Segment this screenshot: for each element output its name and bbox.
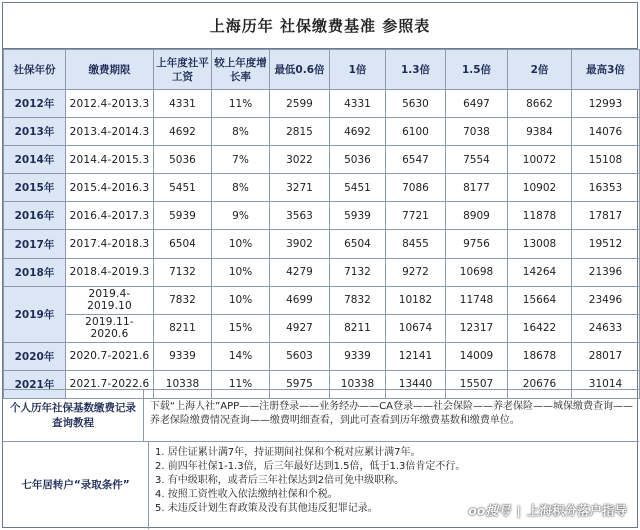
value-cell: 5036 xyxy=(154,146,212,174)
reference-sheet xyxy=(2,2,638,528)
value-cell: 7% xyxy=(212,146,270,174)
value-cell: 15108 xyxy=(572,146,640,174)
value-cell: 24633 xyxy=(572,314,640,342)
period-cell: 2014.4-2015.3 xyxy=(66,146,154,174)
value-cell: 8455 xyxy=(386,230,446,258)
value-cell: 8662 xyxy=(508,90,572,118)
value-cell: 15664 xyxy=(508,286,572,314)
value-cell: 3022 xyxy=(270,146,330,174)
header-period: 缴费期限 xyxy=(66,50,154,90)
watermark xyxy=(468,501,627,519)
value-cell: 9272 xyxy=(386,258,446,286)
period-cell: 2012.4-2013.3 xyxy=(66,90,154,118)
query-content xyxy=(144,390,639,441)
watermark-logo: oo搜号 xyxy=(468,503,511,518)
period-cell: 2015.4-2016.3 xyxy=(66,174,154,202)
value-cell: 21396 xyxy=(572,258,640,286)
table-row xyxy=(4,118,640,146)
value-cell: 5451 xyxy=(154,174,212,202)
year-cell: 2013年 xyxy=(4,118,66,146)
period-cell: 2021.7-2022.6 xyxy=(66,370,154,398)
year-cell: 2015年 xyxy=(4,174,66,202)
value-cell: 16353 xyxy=(572,174,640,202)
value-cell: 9756 xyxy=(446,230,508,258)
value-cell: 19512 xyxy=(572,230,640,258)
condition-item: 4. 按照工资性收入依法缴纳社保和个税。 xyxy=(155,489,338,500)
table-row xyxy=(4,314,640,342)
value-cell: 10% xyxy=(212,286,270,314)
value-cell: 6504 xyxy=(330,230,386,258)
value-cell: 12141 xyxy=(386,342,446,370)
year-cell: 2016年 xyxy=(4,202,66,230)
header-year: 社保年份 xyxy=(4,50,66,90)
value-cell: 9% xyxy=(212,202,270,230)
period-cell: 2013.4-2014.3 xyxy=(66,118,154,146)
value-cell: 10698 xyxy=(446,258,508,286)
value-cell: 8% xyxy=(212,174,270,202)
query-line: 养老保险缴费情况查询——缴费明细查看，到此可查看到历年缴费基数和缴费单位。 xyxy=(149,415,520,426)
value-cell: 17817 xyxy=(572,202,640,230)
value-cell: 20676 xyxy=(508,370,572,398)
value-cell: 7132 xyxy=(330,258,386,286)
value-cell: 9339 xyxy=(330,342,386,370)
value-cell: 10338 xyxy=(330,370,386,398)
value-cell: 7086 xyxy=(386,174,446,202)
year-cell: 2012年 xyxy=(4,90,66,118)
conditions-label: 七年居转户“录取条件” xyxy=(3,442,149,529)
value-cell: 5939 xyxy=(154,202,212,230)
value-cell: 6547 xyxy=(386,146,446,174)
value-cell: 14076 xyxy=(572,118,640,146)
value-cell: 8211 xyxy=(154,314,212,342)
value-cell: 6504 xyxy=(154,230,212,258)
value-cell: 4279 xyxy=(270,258,330,286)
value-cell: 9384 xyxy=(508,118,572,146)
value-cell: 4331 xyxy=(330,90,386,118)
value-cell: 7721 xyxy=(386,202,446,230)
value-cell: 3271 xyxy=(270,174,330,202)
value-cell: 4699 xyxy=(270,286,330,314)
value-cell: 10674 xyxy=(386,314,446,342)
value-cell: 14% xyxy=(212,342,270,370)
table-row xyxy=(4,342,640,370)
year-cell: 2017年 xyxy=(4,230,66,258)
value-cell: 11% xyxy=(212,370,270,398)
header-min-06: 最低0.6倍 xyxy=(270,50,330,90)
value-cell: 15% xyxy=(212,314,270,342)
period-cell: 2019.4-2019.10 xyxy=(66,286,154,314)
period-cell: 2017.4-2018.3 xyxy=(66,230,154,258)
year-cell: 2021年 xyxy=(4,370,66,398)
value-cell: 31014 xyxy=(572,370,640,398)
table-row xyxy=(4,90,640,118)
value-cell: 8177 xyxy=(446,174,508,202)
table-row xyxy=(4,174,640,202)
period-cell: 2020.7-2021.6 xyxy=(66,342,154,370)
query-label: 个人历年社保基数缴费记录查询教程 xyxy=(3,390,144,441)
condition-item: 2. 前四年社保1-1.3倍，后三年最好达到1.5倍，低于1.3倍肯定不行。 xyxy=(155,461,466,472)
year-cell: 2020年 xyxy=(4,342,66,370)
header-2x: 2倍 xyxy=(508,50,572,90)
header-growth: 较上年度增长率 xyxy=(212,50,270,90)
value-cell: 12317 xyxy=(446,314,508,342)
value-cell: 7132 xyxy=(154,258,212,286)
value-cell: 5939 xyxy=(330,202,386,230)
period-cell: 2016.4-2017.3 xyxy=(66,202,154,230)
query-section xyxy=(3,389,639,441)
value-cell: 7554 xyxy=(446,146,508,174)
value-cell: 8211 xyxy=(330,314,386,342)
value-cell: 6100 xyxy=(386,118,446,146)
value-cell: 28017 xyxy=(572,342,640,370)
value-cell: 2815 xyxy=(270,118,330,146)
value-cell: 7832 xyxy=(330,286,386,314)
value-cell: 15507 xyxy=(446,370,508,398)
header-max-3x: 最高3倍 xyxy=(572,50,640,90)
value-cell: 5036 xyxy=(330,146,386,174)
value-cell: 13008 xyxy=(508,230,572,258)
value-cell: 3563 xyxy=(270,202,330,230)
value-cell: 14009 xyxy=(446,342,508,370)
value-cell: 5451 xyxy=(330,174,386,202)
value-cell: 4331 xyxy=(154,90,212,118)
value-cell: 11% xyxy=(212,90,270,118)
year-cell: 2019年 xyxy=(4,286,66,342)
value-cell: 4692 xyxy=(330,118,386,146)
value-cell: 18678 xyxy=(508,342,572,370)
period-cell: 2019.11-2020.6 xyxy=(66,314,154,342)
year-cell: 2014年 xyxy=(4,146,66,174)
value-cell: 7038 xyxy=(446,118,508,146)
header-13x: 1.3倍 xyxy=(386,50,446,90)
header-15x: 1.5倍 xyxy=(446,50,508,90)
table-header-row xyxy=(4,50,640,90)
value-cell: 23496 xyxy=(572,286,640,314)
page-title: 上海历年 社保缴费基准 参照表 xyxy=(3,3,637,49)
value-cell: 5630 xyxy=(386,90,446,118)
table-row xyxy=(4,230,640,258)
value-cell: 3902 xyxy=(270,230,330,258)
period-cell: 2018.4-2019.3 xyxy=(66,258,154,286)
value-cell: 16422 xyxy=(508,314,572,342)
value-cell: 10% xyxy=(212,258,270,286)
table-row xyxy=(4,202,640,230)
header-avg-wage: 上年度社平工资 xyxy=(154,50,212,90)
value-cell: 4927 xyxy=(270,314,330,342)
query-line: 下载“上海人社”APP——注册登录——业务经办——CA登录——社会保险——养老保险——城保缴费查询—— xyxy=(149,401,633,412)
watermark-text: 上海积分落户指导 xyxy=(526,503,627,518)
value-cell: 10182 xyxy=(386,286,446,314)
value-cell: 5603 xyxy=(270,342,330,370)
value-cell: 8% xyxy=(212,118,270,146)
condition-item: 3. 有中级职称，或者后三年社保达到2倍可免中级职称。 xyxy=(155,475,405,486)
value-cell: 10072 xyxy=(508,146,572,174)
value-cell: 11748 xyxy=(446,286,508,314)
value-cell: 7832 xyxy=(154,286,212,314)
header-1x: 1倍 xyxy=(330,50,386,90)
value-cell: 13440 xyxy=(386,370,446,398)
value-cell: 10% xyxy=(212,230,270,258)
year-cell: 2018年 xyxy=(4,258,66,286)
value-cell: 6497 xyxy=(446,90,508,118)
condition-item: 1. 居住证累计满7年，持证期间社保和个税对应累计满7年。 xyxy=(155,447,421,458)
value-cell: 8909 xyxy=(446,202,508,230)
value-cell: 11878 xyxy=(508,202,572,230)
contribution-table xyxy=(3,49,640,399)
value-cell: 10338 xyxy=(154,370,212,398)
value-cell: 2599 xyxy=(270,90,330,118)
value-cell: 9339 xyxy=(154,342,212,370)
table-row xyxy=(4,286,640,314)
value-cell: 5975 xyxy=(270,370,330,398)
table-row xyxy=(4,258,640,286)
value-cell: 14264 xyxy=(508,258,572,286)
value-cell: 4692 xyxy=(154,118,212,146)
value-cell: 10902 xyxy=(508,174,572,202)
watermark-separator: | xyxy=(516,502,521,518)
table-row xyxy=(4,146,640,174)
condition-item: 5. 未违反计划生育政策及没有其他违反犯罪记录。 xyxy=(155,503,378,514)
value-cell: 12993 xyxy=(572,90,640,118)
